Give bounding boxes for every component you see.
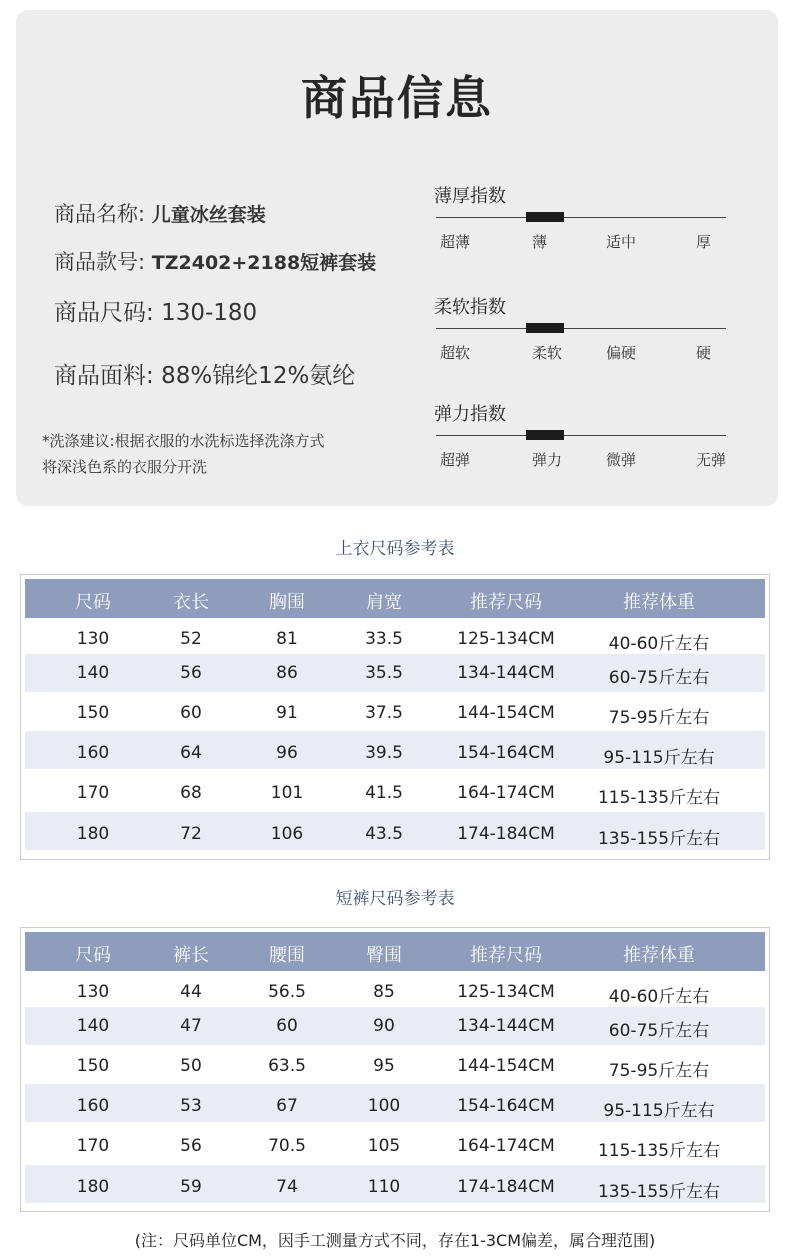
table-cell: 144-154CM <box>457 703 555 723</box>
table-cell: 150 <box>76 703 110 723</box>
elasticity-index <box>434 400 746 490</box>
table-cell: 53 <box>180 1096 202 1116</box>
table-cell: 90 <box>373 1016 395 1036</box>
table-cell: 180 <box>76 824 110 844</box>
table-cell: 40-60斤左右 <box>608 634 710 654</box>
index-scale-line <box>436 328 726 329</box>
field-label: 商品名称: <box>54 202 146 226</box>
table-cell: 154-164CM <box>457 743 555 763</box>
table-cell: 96 <box>276 743 298 763</box>
index-level-label: 硬 <box>696 344 712 362</box>
table-cell: 95-115斤左右 <box>603 1101 715 1121</box>
table-cell: 174-184CM <box>457 824 555 844</box>
field-label: 商品款号: <box>54 250 146 274</box>
table-cell: 106 <box>270 824 304 844</box>
index-level-label: 薄 <box>532 233 548 251</box>
field-value: TZ2402+2188短裤套装 <box>151 252 377 274</box>
table-cell: 91 <box>276 703 298 723</box>
top-table-title: 上衣尺码参考表 <box>335 539 455 559</box>
index-level-label: 适中 <box>606 233 637 251</box>
table-cell: 150 <box>76 1056 110 1076</box>
table-cell: 170 <box>76 783 110 803</box>
table-cell: 140 <box>76 1016 110 1036</box>
index-level-label: 超薄 <box>440 233 471 251</box>
table-cell: 67 <box>276 1096 298 1116</box>
index-scale-line <box>436 435 726 436</box>
field-label: 商品尺码: <box>54 300 154 326</box>
table-cell: 56 <box>180 663 202 683</box>
table-cell: 60-75斤左右 <box>608 668 710 688</box>
field-value: 88%锦纶12%氨纶 <box>161 363 356 389</box>
table-cell: 164-174CM <box>457 1136 555 1156</box>
table-cell: 74 <box>276 1177 298 1197</box>
table-cell: 100 <box>367 1096 401 1116</box>
top-size-table <box>20 574 770 860</box>
table-cell: 72 <box>180 824 202 844</box>
table-cell: 75-95斤左右 <box>608 708 710 728</box>
table-cell: 174-184CM <box>457 1177 555 1197</box>
table-header-cell: 推荐尺码 <box>470 592 542 613</box>
index-level-label: 弹力 <box>532 451 563 469</box>
table-cell: 63.5 <box>268 1056 306 1076</box>
table-cell: 154-164CM <box>457 1096 555 1116</box>
table-cell: 125-134CM <box>457 982 555 1002</box>
table-cell: 64 <box>180 743 202 763</box>
table-cell: 115-135斤左右 <box>597 1141 721 1161</box>
index-level-label: 柔软 <box>532 344 563 362</box>
table-cell: 170 <box>76 1136 110 1156</box>
table-cell: 135-155斤左右 <box>597 829 721 849</box>
table-cell: 35.5 <box>365 663 403 683</box>
table-cell: 33.5 <box>365 629 403 649</box>
table-cell: 86 <box>276 663 298 683</box>
table-header-cell: 肩宽 <box>366 592 402 613</box>
table-header-cell: 推荐体重 <box>623 945 695 966</box>
index-level-label: 厚 <box>696 233 712 251</box>
index-title: 柔软指数 <box>434 297 506 318</box>
table-header-cell: 推荐尺码 <box>470 945 542 966</box>
table-cell: 40-60斤左右 <box>608 987 710 1007</box>
product-info-card <box>16 10 778 506</box>
table-cell: 59 <box>180 1177 202 1197</box>
table-cell: 160 <box>76 743 110 763</box>
table-cell: 135-155斤左右 <box>597 1182 721 1202</box>
table-cell: 134-144CM <box>457 663 555 683</box>
index-level-label: 超弹 <box>440 451 471 469</box>
table-header-cell: 腰围 <box>269 945 305 966</box>
table-header-cell: 臀围 <box>366 945 402 966</box>
wash-note: 将深浅色系的衣服分开洗 <box>42 458 208 476</box>
field-value: 130-180 <box>161 300 258 326</box>
table-cell: 39.5 <box>365 743 403 763</box>
index-marker <box>526 212 564 222</box>
table-cell: 56.5 <box>268 982 306 1002</box>
index-title: 薄厚指数 <box>434 186 506 207</box>
table-cell: 180 <box>76 1177 110 1197</box>
table-cell: 47 <box>180 1016 202 1036</box>
table-header-cell: 推荐体重 <box>623 592 695 613</box>
bottom-size-table <box>20 927 770 1212</box>
table-cell: 85 <box>373 982 395 1002</box>
table-cell: 52 <box>180 629 202 649</box>
table-header-cell: 尺码 <box>75 945 111 966</box>
table-cell: 43.5 <box>365 824 403 844</box>
table-cell: 95 <box>373 1056 395 1076</box>
table-cell: 140 <box>76 663 110 683</box>
table-cell: 144-154CM <box>457 1056 555 1076</box>
table-cell: 70.5 <box>268 1136 306 1156</box>
table-cell: 60 <box>276 1016 298 1036</box>
bottom-table-title: 短裤尺码参考表 <box>335 889 455 909</box>
table-header-cell: 裤长 <box>173 945 209 966</box>
table-cell: 37.5 <box>365 703 403 723</box>
table-cell: 68 <box>180 783 202 803</box>
table-cell: 160 <box>76 1096 110 1116</box>
table-cell: 44 <box>180 982 202 1002</box>
index-level-label: 超软 <box>440 344 471 362</box>
field-value: 儿童冰丝套装 <box>151 204 266 226</box>
index-level-label: 微弹 <box>606 451 637 469</box>
wash-note: *洗涤建议:根据衣服的水洗标选择洗涤方式 <box>42 432 325 450</box>
index-level-label: 无弹 <box>696 451 727 469</box>
table-cell: 75-95斤左右 <box>608 1061 710 1081</box>
index-marker <box>526 323 564 333</box>
thickness-index <box>434 182 746 272</box>
softness-index <box>434 293 746 383</box>
table-cell: 41.5 <box>365 783 403 803</box>
index-marker <box>526 430 564 440</box>
field-name <box>54 198 266 228</box>
field-label: 商品面料: <box>54 363 154 389</box>
index-title: 弹力指数 <box>434 404 506 425</box>
footer-note: (注：尺码单位CM，因手工测量方式不同，存在1-3CM偏差，属合理范围) <box>134 1231 656 1250</box>
table-cell: 105 <box>367 1136 401 1156</box>
table-cell: 56 <box>180 1136 202 1156</box>
field-fabric <box>54 357 355 390</box>
table-cell: 81 <box>276 629 298 649</box>
table-cell: 60-75斤左右 <box>608 1021 710 1041</box>
table-cell: 110 <box>367 1177 401 1197</box>
table-header-cell: 衣长 <box>173 592 209 613</box>
info-title: 商品信息 <box>301 71 493 125</box>
table-cell: 125-134CM <box>457 629 555 649</box>
field-size <box>54 294 257 327</box>
field-style-no <box>54 246 376 276</box>
table-cell: 115-135斤左右 <box>597 788 721 808</box>
index-scale-line <box>436 217 726 218</box>
table-cell: 130 <box>76 629 110 649</box>
table-header-cell: 尺码 <box>75 592 111 613</box>
table-cell: 60 <box>180 703 202 723</box>
table-cell: 50 <box>180 1056 202 1076</box>
index-level-label: 偏硬 <box>606 344 637 362</box>
table-cell: 101 <box>270 783 304 803</box>
table-cell: 130 <box>76 982 110 1002</box>
table-cell: 164-174CM <box>457 783 555 803</box>
table-header-cell: 胸围 <box>269 592 305 613</box>
table-cell: 95-115斤左右 <box>603 748 715 768</box>
table-cell: 134-144CM <box>457 1016 555 1036</box>
